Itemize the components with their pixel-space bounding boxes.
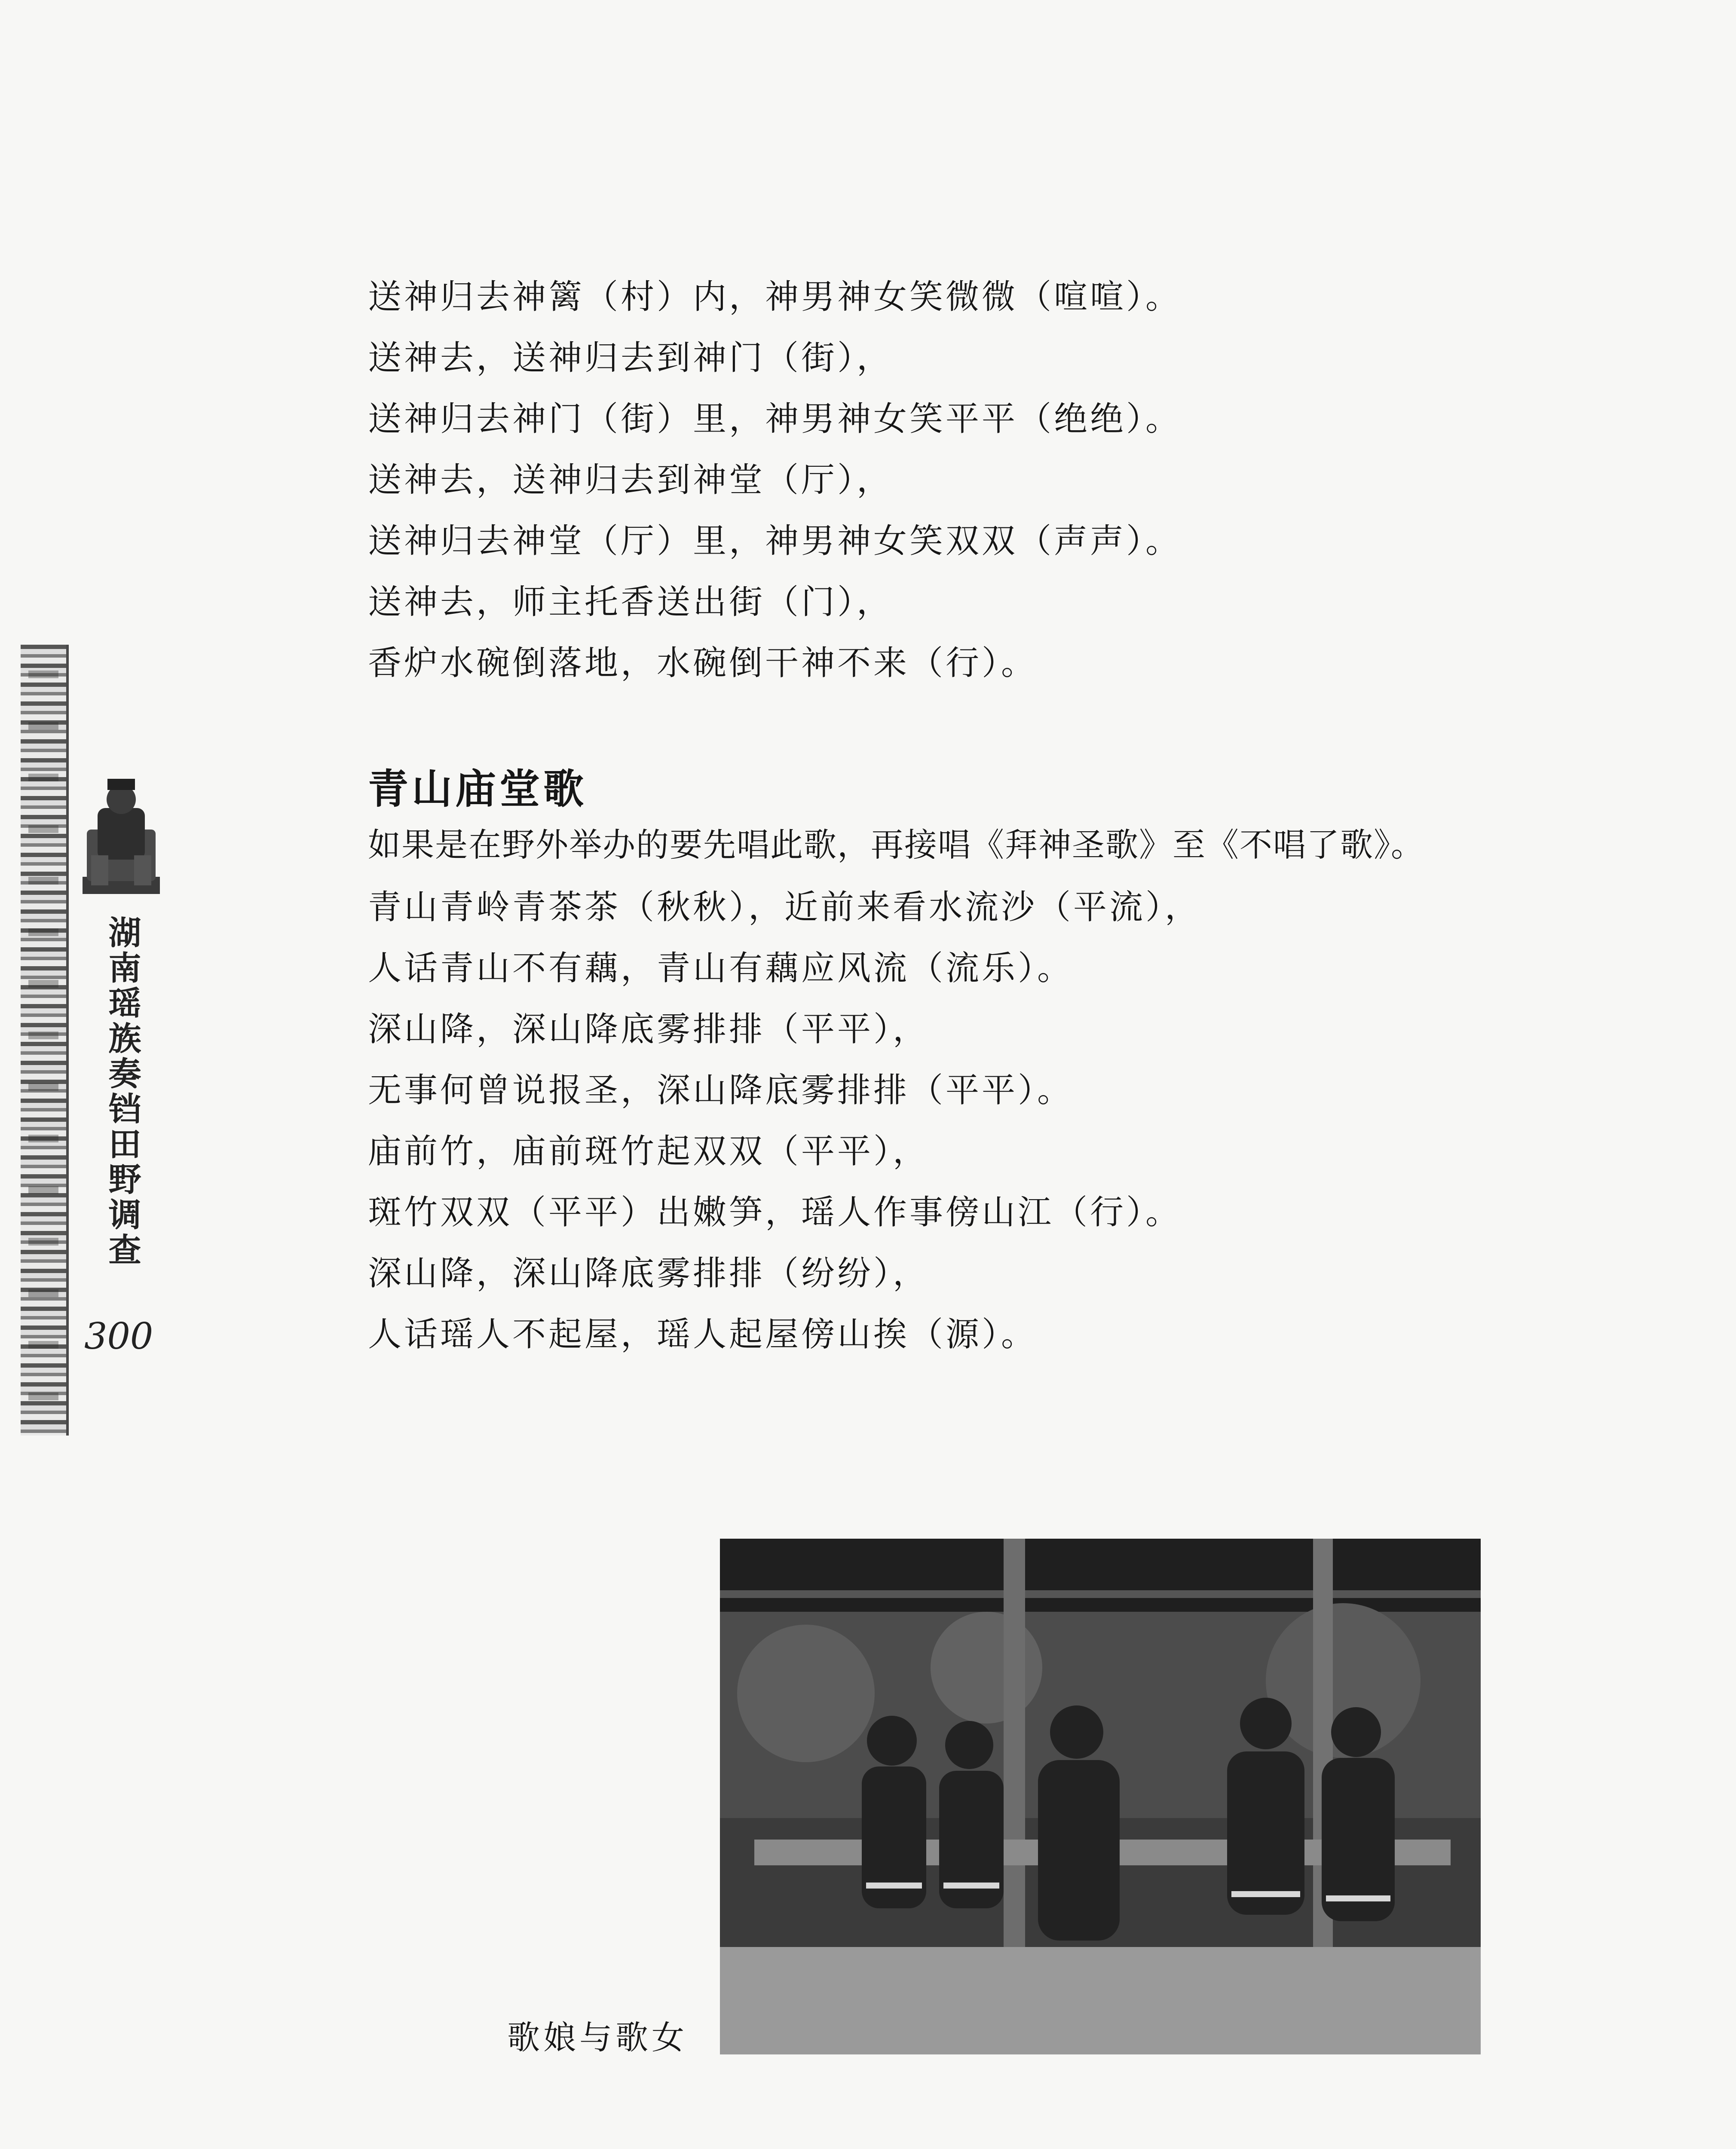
- book-title-vertical: 湖南瑶族奏铛田野调查: [103, 915, 141, 1268]
- verse-line: 斑竹双双（平平）出嫩笋，瑶人作事傍山江（行）。: [368, 1193, 1182, 1232]
- verse-line: 送神归去神篱（村）内，神男神女笑微微（喧喧）。: [368, 278, 1182, 316]
- verse-line: 人话青山不有藕，青山有藕应风流（流乐）。: [368, 949, 1074, 988]
- verse-block-top: [368, 266, 1657, 694]
- verse-line: 送神去，师主托香送出街（门），: [368, 583, 893, 621]
- section-intro: 如果是在野外举办的要先唱此歌，再接唱《拜神圣歌》至《不唱了歌》。: [368, 826, 1424, 864]
- verse-line: 香炉水碗倒落地，水碗倒干神不来（行）。: [368, 644, 1038, 683]
- ornamental-border-icon: [21, 645, 69, 1436]
- verse-line: 无事何曾说报圣，深山降底雾排排（平平）。: [368, 1071, 1074, 1110]
- verse-line: 送神去，送神归去到神堂（厅），: [368, 461, 893, 499]
- singers-photo: [720, 1539, 1481, 2054]
- verse-line: 深山降，深山降底雾排排（平平），: [368, 1010, 929, 1049]
- verse-line: 送神去，送神归去到神门（街），: [368, 339, 893, 377]
- seated-statue-icon: [74, 769, 168, 898]
- verse-line: 青山青岭青茶茶（秋秋），近前来看水流沙（平流），: [368, 888, 1201, 927]
- verse-line: 人话瑶人不起屋，瑶人起屋傍山挨（源）。: [368, 1315, 1038, 1354]
- verse-line: 庙前竹，庙前斑竹起双双（平平），: [368, 1132, 929, 1171]
- verse-block-section: [368, 877, 1657, 1365]
- photo-caption: 歌娘与歌女: [507, 2018, 688, 2057]
- section-title: 青山庙堂歌: [368, 766, 588, 813]
- verse-line: 送神归去神堂（厅）里，神男神女笑双双（声声）。: [368, 522, 1182, 560]
- verse-line: 送神归去神门（街）里，神男神女笑平平（绝绝）。: [368, 400, 1182, 438]
- verse-line: 深山降，深山降底雾排排（纷纷），: [368, 1254, 929, 1293]
- page-number: 300: [84, 1315, 153, 1357]
